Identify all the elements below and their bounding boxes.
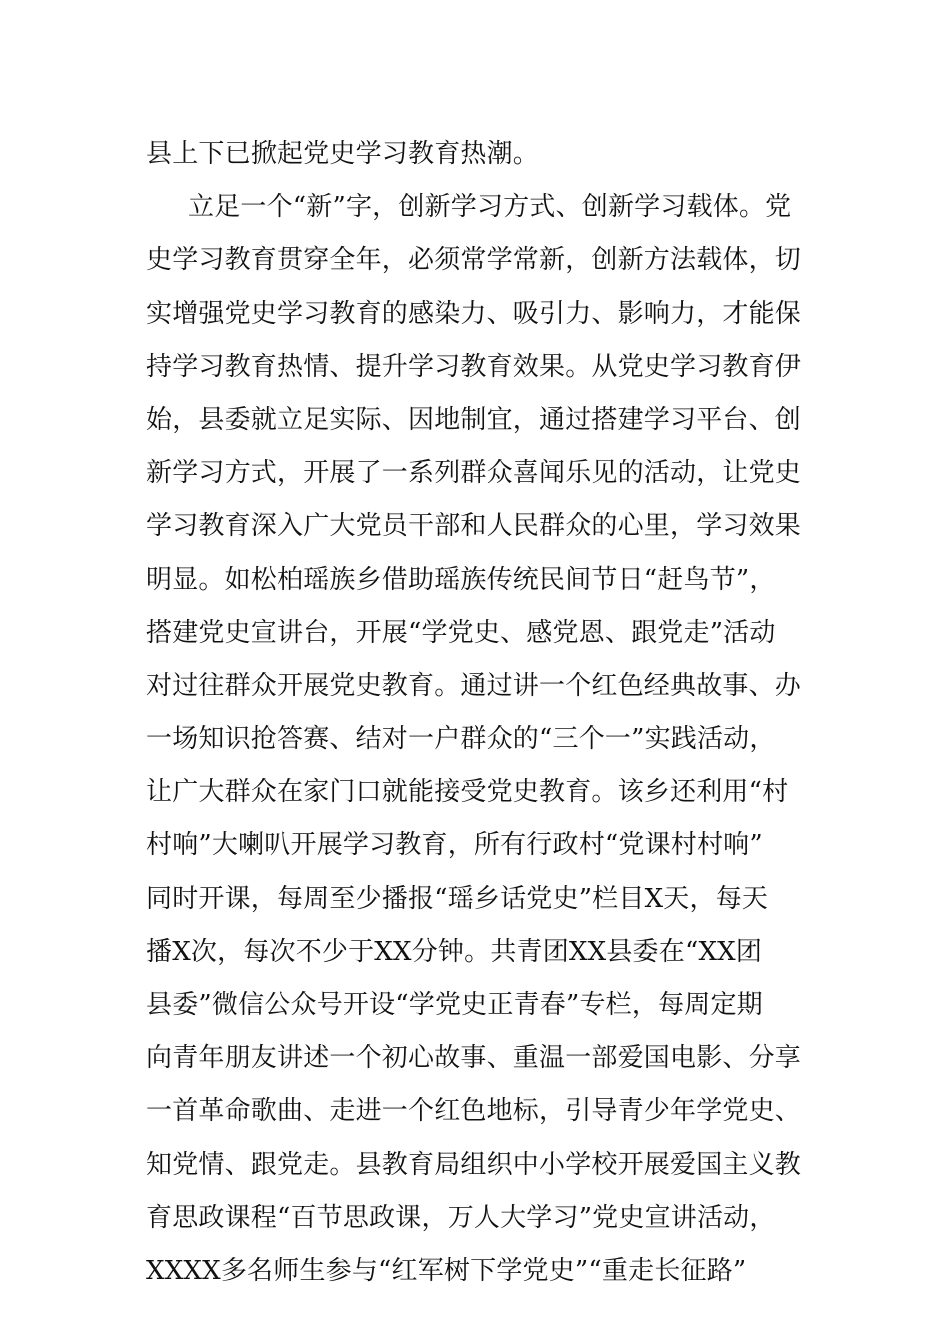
text-line: 持学习教育热情、提升学习教育效果。从党史学习教育伊	[146, 351, 802, 382]
text-line: 让广大群众在家门口就能接受党史教育。该乡还利用“村	[146, 777, 789, 808]
text-line: 对过往群众开展党史教育。通过讲一个红色经典故事、办	[146, 670, 802, 701]
body-text	[146, 128, 806, 1298]
text-line: 搭建党史宣讲台，开展“学党史、感党恩、跟党走”活动	[146, 617, 776, 648]
text-line: 明显。如松柏瑶族乡借助瑶族传统民间节日“赶鸟节”，	[146, 564, 776, 595]
text-line: 一场知识抢答赛、结对一户群众的“三个一”实践活动，	[146, 724, 776, 755]
text-line: 村响”大喇叭开展学习教育，所有行政村“党课村村响”	[146, 830, 763, 861]
text-line: 学习教育深入广大党员干部和人民群众的心里，学习效果	[146, 511, 802, 542]
text-line: 同时开课，每周至少播报“瑶乡话党史”栏目X天，每天	[146, 883, 769, 914]
text-line: 播X次，每次不少于XX分钟。共青团XX县委在“XX团	[146, 936, 763, 967]
text-line: XXXX多名师生参与“红军树下学党史”“重走长征路”	[146, 1255, 747, 1286]
text-line: 始，县委就立足实际、因地制宜，通过搭建学习平台、创	[146, 404, 802, 435]
text-line: 史学习教育贯穿全年，必须常学常新，创新方法载体，切	[146, 245, 802, 276]
text-line: 知党情、跟党走。县教育局组织中小学校开展爱国主义教	[146, 1149, 802, 1180]
text-line: 县委”微信公众号开设“学党史正青春”专栏，每周定期	[146, 990, 763, 1020]
text-line: 一首革命歌曲、走进一个红色地标，引导青少年学党史、	[146, 1096, 802, 1127]
text-line: 新学习方式，开展了一系列群众喜闻乐见的活动，让党史	[146, 458, 802, 489]
text-line: 县上下已掀起党史学习教育热潮。	[146, 139, 540, 169]
paragraph-start-line: 立足一个“新”字，创新学习方式、创新学习载体。党	[188, 192, 792, 223]
text-line: 向青年朋友讲述一个初心故事、重温一部爱国电影、分享	[146, 1043, 802, 1074]
text-line: 育思政课程“百节思政课，万人大学习”党史宣讲活动，	[146, 1202, 776, 1233]
text-line: 实增强党史学习教育的感染力、吸引力、影响力，才能保	[146, 298, 802, 329]
